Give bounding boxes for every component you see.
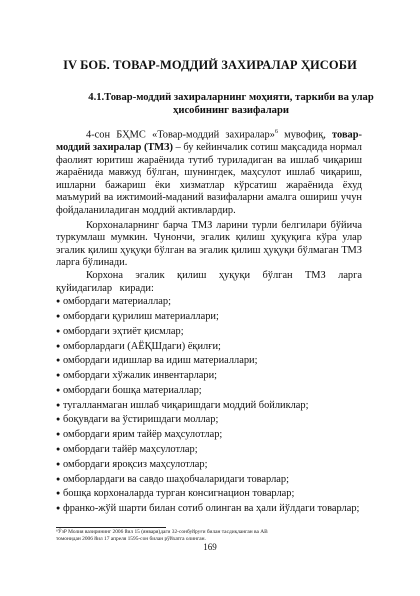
bullet-icon: ● — [56, 445, 61, 453]
page-number: 169 — [203, 542, 217, 552]
ownership-list — [56, 295, 362, 516]
bullet-icon: ● — [56, 430, 61, 439]
list-item: ● омбордаги идишлар ва идиш материаллари; — [56, 355, 258, 367]
defined-term: товар-моддий захиралар (ТМЗ) — [56, 129, 362, 154]
paragraph-definition-rest: – бу кейинчалик сотиш мақсадида нормал фаолият юритиш жараёнида тутиб туриладиган ва ишлаб чиқариш жараёнида мавжуд бўлган, шунингдек, маҳсулот ишлаб чиқариш, ишларни бажариш ёки хизматлар кўрсатиш жараёнида ёхуд маъмурий ва ижтимоий-маданий вазифаларни амалга ошириш учун фойдаланиладиган моддий активлардир. — [56, 142, 362, 217]
bullet-icon: ● — [56, 356, 61, 365]
bullet-icon: ● — [56, 474, 61, 483]
footnote-line-1: ⁶ЎзР Молия вазирининг 2006 йил 15 (января)даги 32-сонбуйруғи билан тасдиқланган ва АВ — [56, 529, 268, 535]
bullet-icon: ● — [56, 459, 61, 468]
footnote-divider — [56, 527, 166, 528]
bullet-icon: ● — [56, 415, 61, 424]
list-item: ● боқувдаги ва ўстиришдаги моллар; — [56, 414, 219, 426]
list-item: ● омбордаги материаллар; — [56, 296, 171, 308]
bullet-icon: ● — [56, 311, 61, 320]
bullet-icon: ● — [56, 489, 61, 498]
footnote-reference: 6 — [274, 129, 278, 135]
bullet-icon: ● — [56, 504, 61, 513]
footnote-line-2: томонидан 2006 йил 17 апреля 1595-сон билан рўйхатга олинган. — [56, 536, 206, 542]
list-item: ● омбордаги қурилиш материаллари; — [56, 310, 219, 322]
paragraph-definition-mid: мувофиқ, — [277, 129, 333, 141]
bullet-icon: ● — [56, 326, 61, 335]
list-item: ● тугалланмаган ишлаб чиқаришдаги моддий бойликлар; — [56, 399, 309, 411]
list-item: ● франко-жўй шарти билан сотиб олинган ва ҳали йўлдаги товарлар; — [56, 503, 360, 515]
list-item: ● бошқа корхоналарда турган консигнацион товарлар; — [56, 488, 295, 500]
section-heading-line-2: ҳисобининг вазифалари — [173, 105, 289, 116]
list-item: ● омбордаги бошқа материаллар; — [56, 384, 202, 396]
paragraph-definition-lead: 4-сон БҲМС «Товар-моддий захиралар» — [86, 129, 275, 141]
bullet-icon: ● — [56, 385, 61, 394]
paragraph-ownership-intro: Корхона эгалик қилиш ҳуқуқи бўлган ТМЗ ларга қуйидагилар киради: — [56, 270, 362, 294]
bullet-icon: ● — [56, 341, 61, 350]
bullet-icon: ● — [56, 371, 61, 380]
list-item: ● омбордаги ярим тайёр маҳсулотлар; — [56, 429, 223, 441]
footnote — [56, 529, 366, 543]
paragraph-classification: Корхоналарнинг барча ТМЗ ларини турли белгилари бўйича туркумлаш мумкин. Чунончи, эгалик қилиш ҳуқуқига кўра улар эгалик қилиш ҳуқуқи бўлган ва эгалик қилиш ҳуқуқи бўлмаган ТМЗ ларга бўлинади. — [56, 219, 362, 269]
bullet-icon: ● — [56, 400, 61, 409]
list-item: ● омбордаги яроқсиз маҳсулотлар; — [56, 458, 208, 470]
body-text — [56, 126, 362, 517]
list-item: ● омбордаги эҳтиёт қисмлар; — [56, 325, 184, 337]
bullet-icon: ● — [56, 297, 61, 306]
list-item: ● омборлардаги (АЁҚШдаги) ёқилғи; — [56, 340, 221, 352]
chapter-title: IV БОБ. ТОВАР-МОДДИЙ ЗАХИРАЛАР ҲИСОБИ — [63, 58, 357, 72]
list-item: ● омбордаги тайёр маҳсулотлар; — [56, 444, 198, 455]
section-heading-line-1: 4.1.Товар-моддий захираларнинг моҳияти, таркиби ва улар — [88, 92, 374, 103]
list-item: ● омбордаги хўжалик инвентарлари; — [56, 370, 218, 382]
paragraph-definition — [56, 126, 362, 218]
list-item: ● омборлардаги ва савдо шаҳобчаларидаги товарлар; — [56, 473, 289, 485]
section-heading — [86, 91, 376, 117]
